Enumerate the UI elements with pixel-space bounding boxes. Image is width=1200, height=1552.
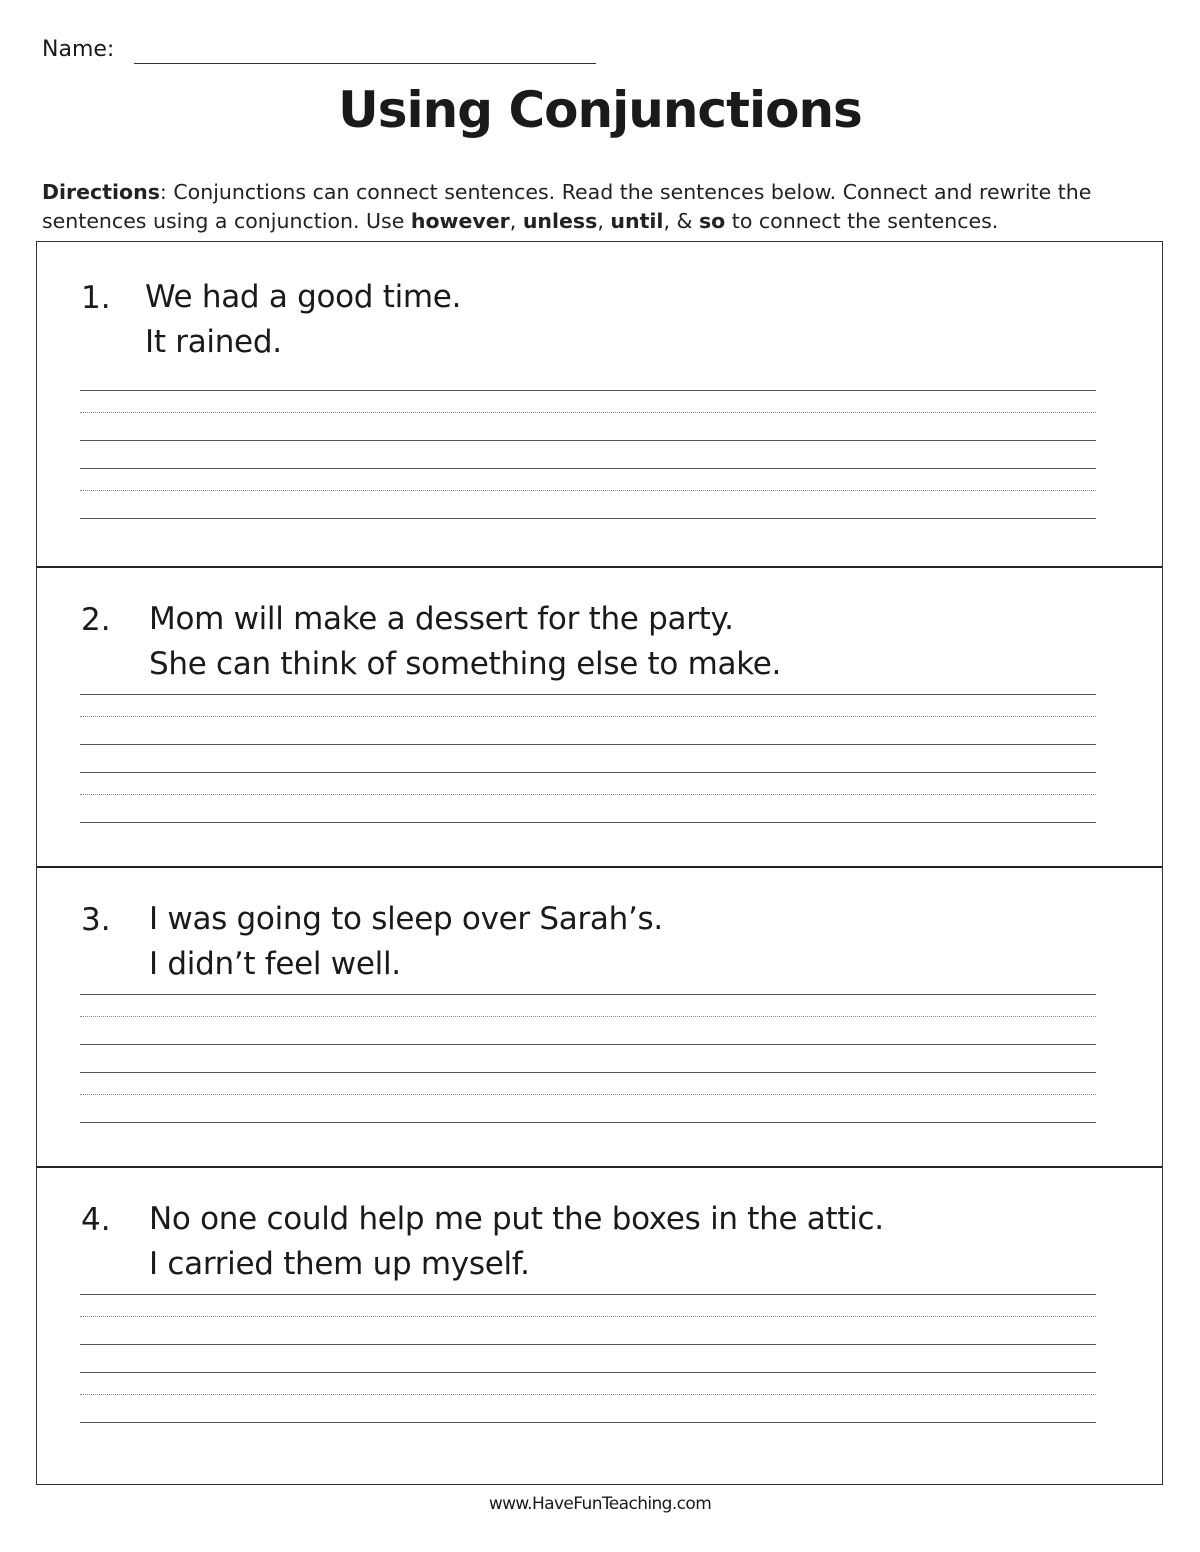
directions-text-1: : Conjunctions can connect sentences. Read the sentences below. Connect and rewrite the sentences using a conjunction. Use xyxy=(42,180,1092,233)
midline xyxy=(80,716,1096,717)
question-section-2 xyxy=(37,566,1162,866)
separator: , & xyxy=(663,209,699,233)
midline xyxy=(80,1094,1096,1095)
midline xyxy=(80,1316,1096,1317)
question-section-1 xyxy=(37,242,1162,566)
answer-line xyxy=(80,1294,1096,1295)
separator: , xyxy=(509,209,523,233)
answer-line xyxy=(80,772,1096,773)
question-number: 4. xyxy=(81,1202,111,1238)
questions-box xyxy=(36,241,1163,1485)
conjunction-until: until xyxy=(610,209,664,233)
answer-line xyxy=(80,694,1096,695)
answer-line xyxy=(80,1344,1096,1345)
question-section-3 xyxy=(37,866,1162,1166)
worksheet-title: Using Conjunctions xyxy=(338,81,862,139)
directions-label: Directions xyxy=(42,180,160,204)
sentence-2: It rained. xyxy=(145,324,282,360)
question-text xyxy=(149,597,781,687)
answer-line xyxy=(80,822,1096,823)
separator: , xyxy=(597,209,611,233)
midline xyxy=(80,490,1096,491)
directions-text-2: to connect the sentences. xyxy=(725,209,999,233)
name-row xyxy=(42,36,596,64)
answer-line xyxy=(80,1122,1096,1123)
answer-line xyxy=(80,390,1096,391)
name-label: Name: xyxy=(42,37,115,62)
answer-line xyxy=(80,518,1096,519)
answer-line xyxy=(80,440,1096,441)
answer-line xyxy=(80,744,1096,745)
conjunction-so: so xyxy=(698,209,726,233)
sentence-1: Mom will make a dessert for the party. xyxy=(149,601,734,637)
footer-website: www.HaveFunTeaching.com xyxy=(488,1494,712,1514)
midline xyxy=(80,412,1096,413)
midline xyxy=(80,794,1096,795)
answer-line xyxy=(80,1422,1096,1423)
question-text xyxy=(149,897,663,987)
question-number: 3. xyxy=(81,902,111,938)
sentence-1: We had a good time. xyxy=(145,279,462,315)
question-number: 1. xyxy=(81,280,111,316)
sentence-2: I carried them up myself. xyxy=(149,1246,530,1282)
sentence-2: I didn’t feel well. xyxy=(149,946,401,982)
question-section-4 xyxy=(37,1166,1162,1484)
midline xyxy=(80,1394,1096,1395)
answer-line xyxy=(80,1372,1096,1373)
answer-line xyxy=(80,468,1096,469)
sentence-1: I was going to sleep over Sarah’s. xyxy=(149,901,663,937)
directions xyxy=(42,178,1162,236)
question-text xyxy=(149,1197,884,1287)
answer-line xyxy=(80,1044,1096,1045)
conjunction-unless: unless xyxy=(522,209,598,233)
sentence-1: No one could help me put the boxes in the attic. xyxy=(149,1201,884,1237)
answer-line xyxy=(80,1072,1096,1073)
answer-line xyxy=(80,994,1096,995)
question-number: 2. xyxy=(81,602,111,638)
sentence-2: She can think of something else to make. xyxy=(149,646,782,682)
name-write-line[interactable] xyxy=(134,39,596,64)
midline xyxy=(80,1016,1096,1017)
question-text xyxy=(145,275,461,365)
conjunction-however: however xyxy=(410,209,510,233)
